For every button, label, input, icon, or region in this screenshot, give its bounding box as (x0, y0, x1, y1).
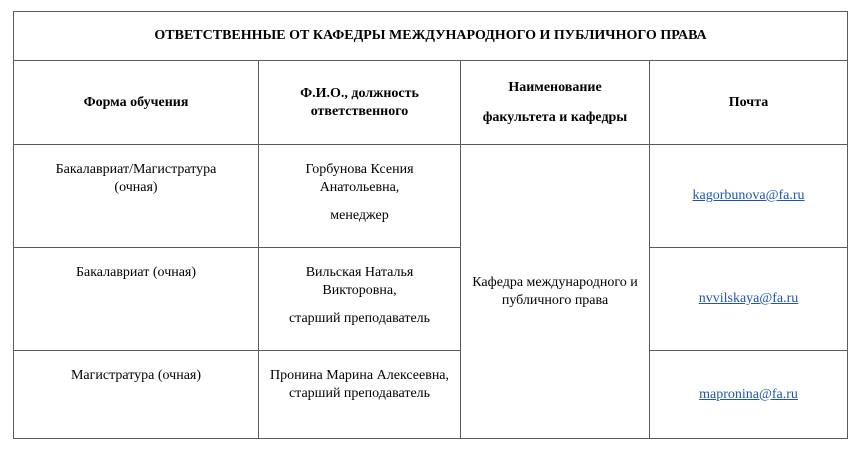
table-row (14, 248, 848, 351)
email-cell (650, 351, 848, 439)
email-cell (650, 248, 848, 351)
responsible-table (13, 11, 848, 439)
header-form: Форма обучения (14, 61, 259, 145)
person-position: старший преподаватель (288, 311, 431, 326)
person-name: Вильская Наталья Викторовна, (305, 265, 414, 298)
form-line1: Магистратура (очная) (70, 368, 202, 383)
header-faculty (461, 61, 650, 145)
person-name: Горбунова Ксения Анатольевна, (305, 162, 414, 195)
form-cell (14, 145, 259, 248)
faculty-cell: Кафедра международного и публичного права (461, 145, 650, 439)
table-row (14, 351, 848, 439)
person-position: менеджер (330, 208, 389, 223)
email-link[interactable]: mapronina@fa.ru (699, 386, 798, 402)
person-cell (259, 145, 461, 248)
email-link[interactable]: nvvilskaya@fa.ru (698, 291, 799, 306)
header-email: Почта (650, 61, 848, 145)
person-cell (259, 351, 461, 439)
form-cell (14, 351, 259, 439)
header-faculty-line2: факультета и кафедры (482, 109, 628, 125)
email-cell (650, 145, 848, 248)
header-fio (259, 61, 461, 145)
form-line2: (очная) (114, 180, 158, 195)
email-link[interactable]: kagorbunova@fa.ru (692, 188, 805, 203)
header-fio-line2: ответственного (310, 103, 409, 119)
header-faculty-line1: Наименование (508, 79, 602, 95)
form-line1: Бакалавриат (очная) (75, 265, 197, 280)
table-title: ОТВЕТСТВЕННЫЕ ОТ КАФЕДРЫ МЕЖДУНАРОДНОГО И ПУБЛИЧНОГО ПРАВА (14, 12, 848, 61)
person-name: Пронина Марина Алексеевна, старший преподаватель (269, 368, 450, 401)
form-cell (14, 248, 259, 351)
person-cell (259, 248, 461, 351)
table-row (14, 145, 848, 248)
header-row (14, 61, 848, 145)
header-fio-line1: Ф.И.О., должность (300, 85, 419, 101)
form-line1: Бакалавриат/Магистратура (55, 162, 217, 177)
